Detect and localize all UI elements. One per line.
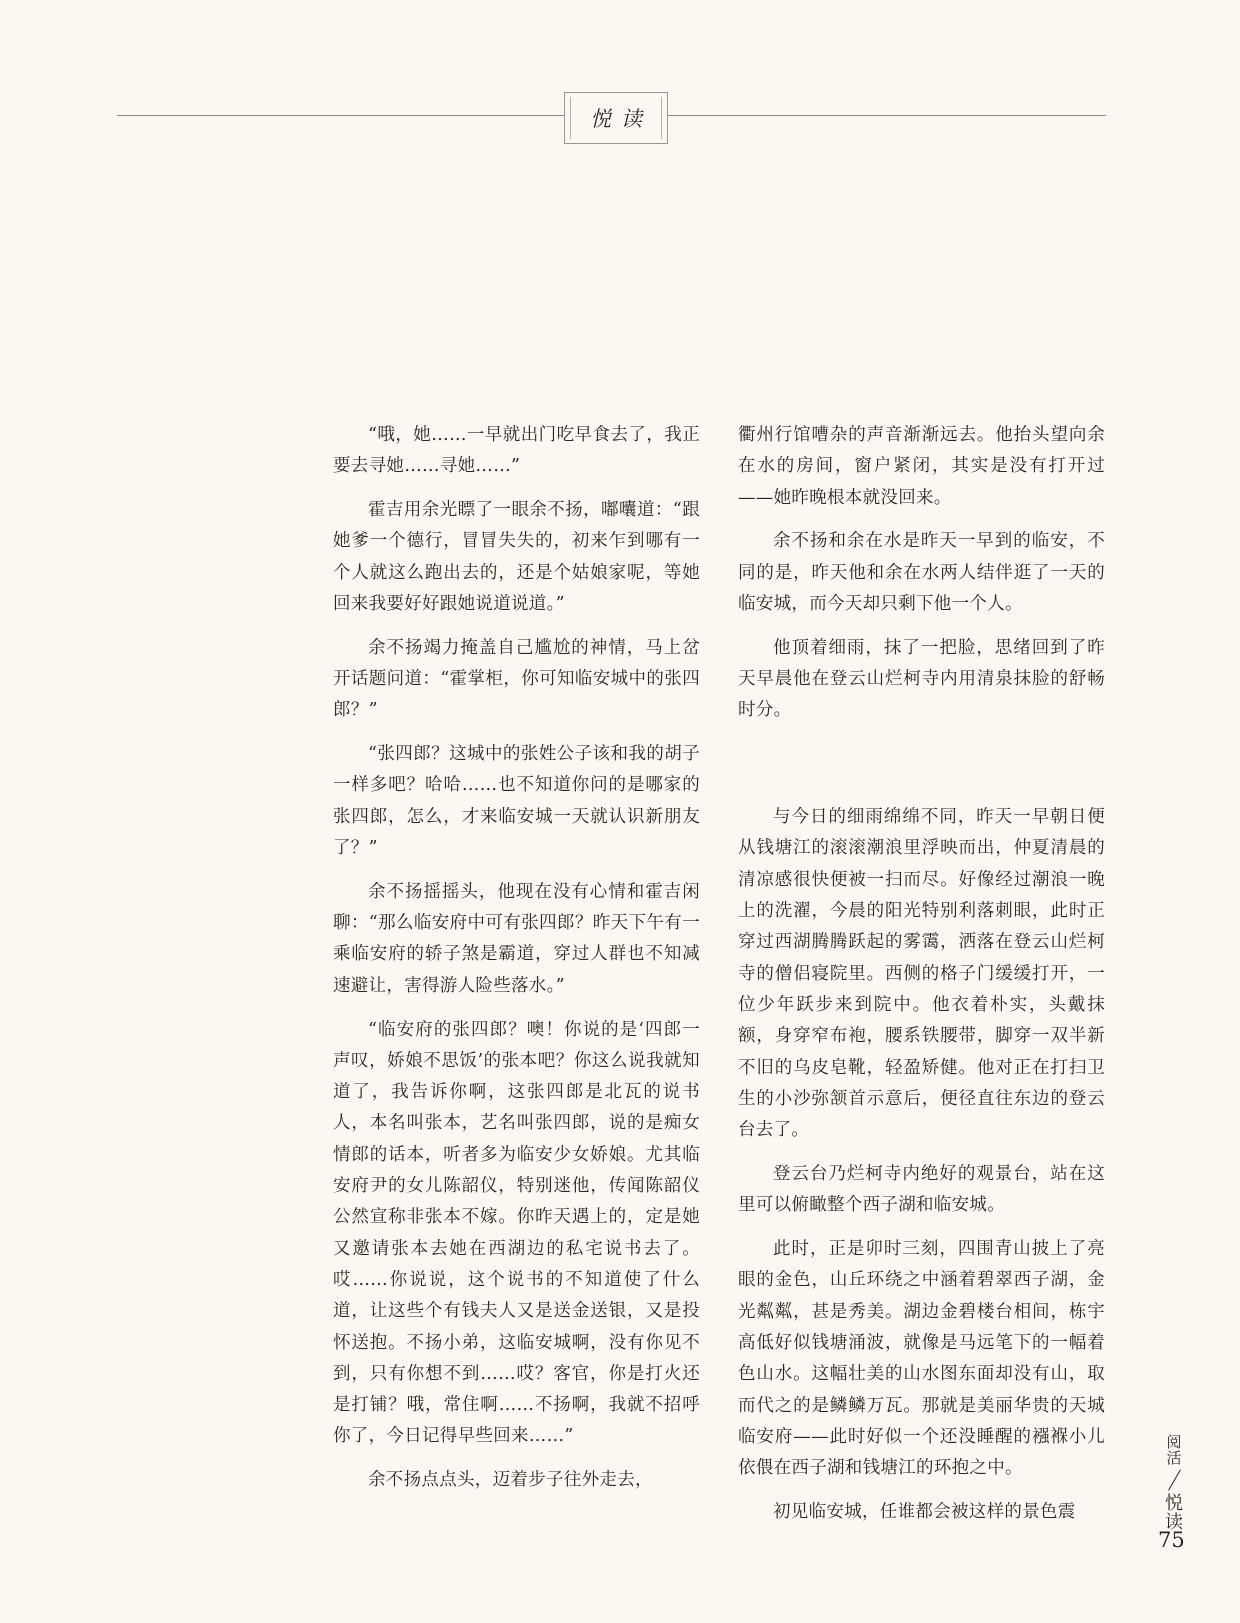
paragraph: “哦，她……一早就出门吃早食去了，我正要去寻她……寻她……”	[333, 425, 700, 477]
paragraph: 余不扬点点头，迈着步子往外走去，	[368, 1470, 653, 1491]
header-rule-right	[668, 115, 1106, 116]
text-column-left	[333, 420, 700, 1509]
paragraph: 余不扬和余在水是昨天一早到的临安，不同的是，昨天他和余在水两人结伴逛了一天的临安城，而今天却只剩下他一个人。	[738, 531, 1105, 614]
paragraph: 余不扬摇摇头，他现在没有心情和霍吉闲聊：“那么临安府中可有张四郎？昨天下午有一乘临安府的轿子煞是霸道，穿过人群也不知减速避让，害得游人险些落水。”	[333, 881, 700, 996]
section-break	[738, 739, 1105, 802]
header-rule-left	[117, 115, 564, 116]
paragraph: “临安府的张四郎？噢！你说的是‘四郎一声叹，娇娘不思饭’的张本吧？你这么说我就知道了，我告诉你啊，这张四郎是北瓦的说书人，本名叫张本，艺名叫张四郎，说的是痴女情郎的话本，听者多为临安少女娇娘。尤其临安府尹的女儿陈韶仪，特别迷他，传闻陈韶仪公然宣称非张本不嫁。你昨天遇上的，定是她又邀请张本去她在西湖边的私宅说书去了。哎……你说说，这个说书的不知道使了什么道，让这些个有钱夫人又是送金送银，又是投怀送抱。不扬小弟，这临安城啊，没有你见不到，只有你想不到……哎？客官，你是打火还是打铺？哦，常住啊……不扬啊，我就不招呼你了，今日记得早些回来……”	[333, 1019, 700, 1447]
page-number: 75	[1158, 1528, 1185, 1552]
side-label-top: 阅活	[1166, 1433, 1182, 1467]
paragraph: 此时，正是卯时三刻，四围青山披上了亮眼的金色，山丘环绕之中涵着碧翠西子湖，金光粼粼，甚是秀美。湖边金碧楼台相间，栋宇高低好似钱塘涌波，就像是马远笔下的一幅着色山水。这幅壮美的山水图东面却没有山，取而代之的是鳞鳞万瓦。那就是美丽华贵的天城临安府——此时好似一个还没睡醒的襁褓小儿依偎在西子湖和钱塘江的环抱之中。	[738, 1239, 1105, 1479]
section-header-box	[564, 92, 668, 144]
side-label-divider	[1168, 1469, 1181, 1490]
paragraph: 登云台乃烂柯寺内绝好的观景台，站在这里可以俯瞰整个西子湖和临安城。	[738, 1163, 1105, 1216]
paragraph: 初见临安城，任谁都会被这样的景色震	[773, 1501, 1076, 1522]
text-column-right	[738, 420, 1105, 1541]
paragraph: 与今日的细雨绵绵不同，昨天一早朝日便从钱塘江的滚滚潮浪里浮映而出，仲夏清晨的清凉感很快便被一扫而尽。好像经过潮浪一晚上的洗濯，今晨的阳光特别利落刺眼，此时正穿过西湖腾腾跃起的雾霭，洒落在登云山烂柯寺的僧侣寝院里。西侧的格子门缓缓打开，一位少年跃步来到院中。他衣着朴实，头戴抹额，身穿窄布袍，腰系铁腰带，脚穿一双半新不旧的乌皮皂靴，轻盈矫健。他对正在打扫卫生的小沙弥颔首示意后，便径直往东边的登云台去了。	[738, 807, 1105, 1141]
paragraph: 霍吉用余光瞟了一眼余不扬，嘟囔道：“跟她爹一个德行，冒冒失失的，初来乍到哪有一个人就这么跑出去的，还是个姑娘家呢，等她回来我要好好跟她说道说道。”	[333, 500, 700, 614]
paragraph: 他顶着细雨，抹了一把脸，思绪回到了昨天早晨他在登云山烂柯寺内用清泉抹脸的舒畅时分。	[738, 637, 1105, 721]
section-side-label	[1161, 1434, 1187, 1532]
paragraph: “张四郎？这城中的张姓公子该和我的胡子一样多吧？哈哈……也不知道你问的是哪家的张四郎，怎么，才来临安城一天就认识新朋友了？”	[333, 744, 700, 859]
paragraph-continued: 衢州行馆嘈杂的声音渐渐远去。他抬头望向余在水的房间，窗户紧闭，其实是没有打开过——她昨晚根本就没回来。	[738, 425, 1105, 508]
paragraph: 余不扬竭力掩盖自己尴尬的神情，马上岔开话题问道：“霍掌柜，你可知临安城中的张四郎？”	[333, 637, 700, 721]
side-label-bottom: 悦读	[1165, 1493, 1183, 1533]
section-title: 悦读	[590, 107, 652, 131]
